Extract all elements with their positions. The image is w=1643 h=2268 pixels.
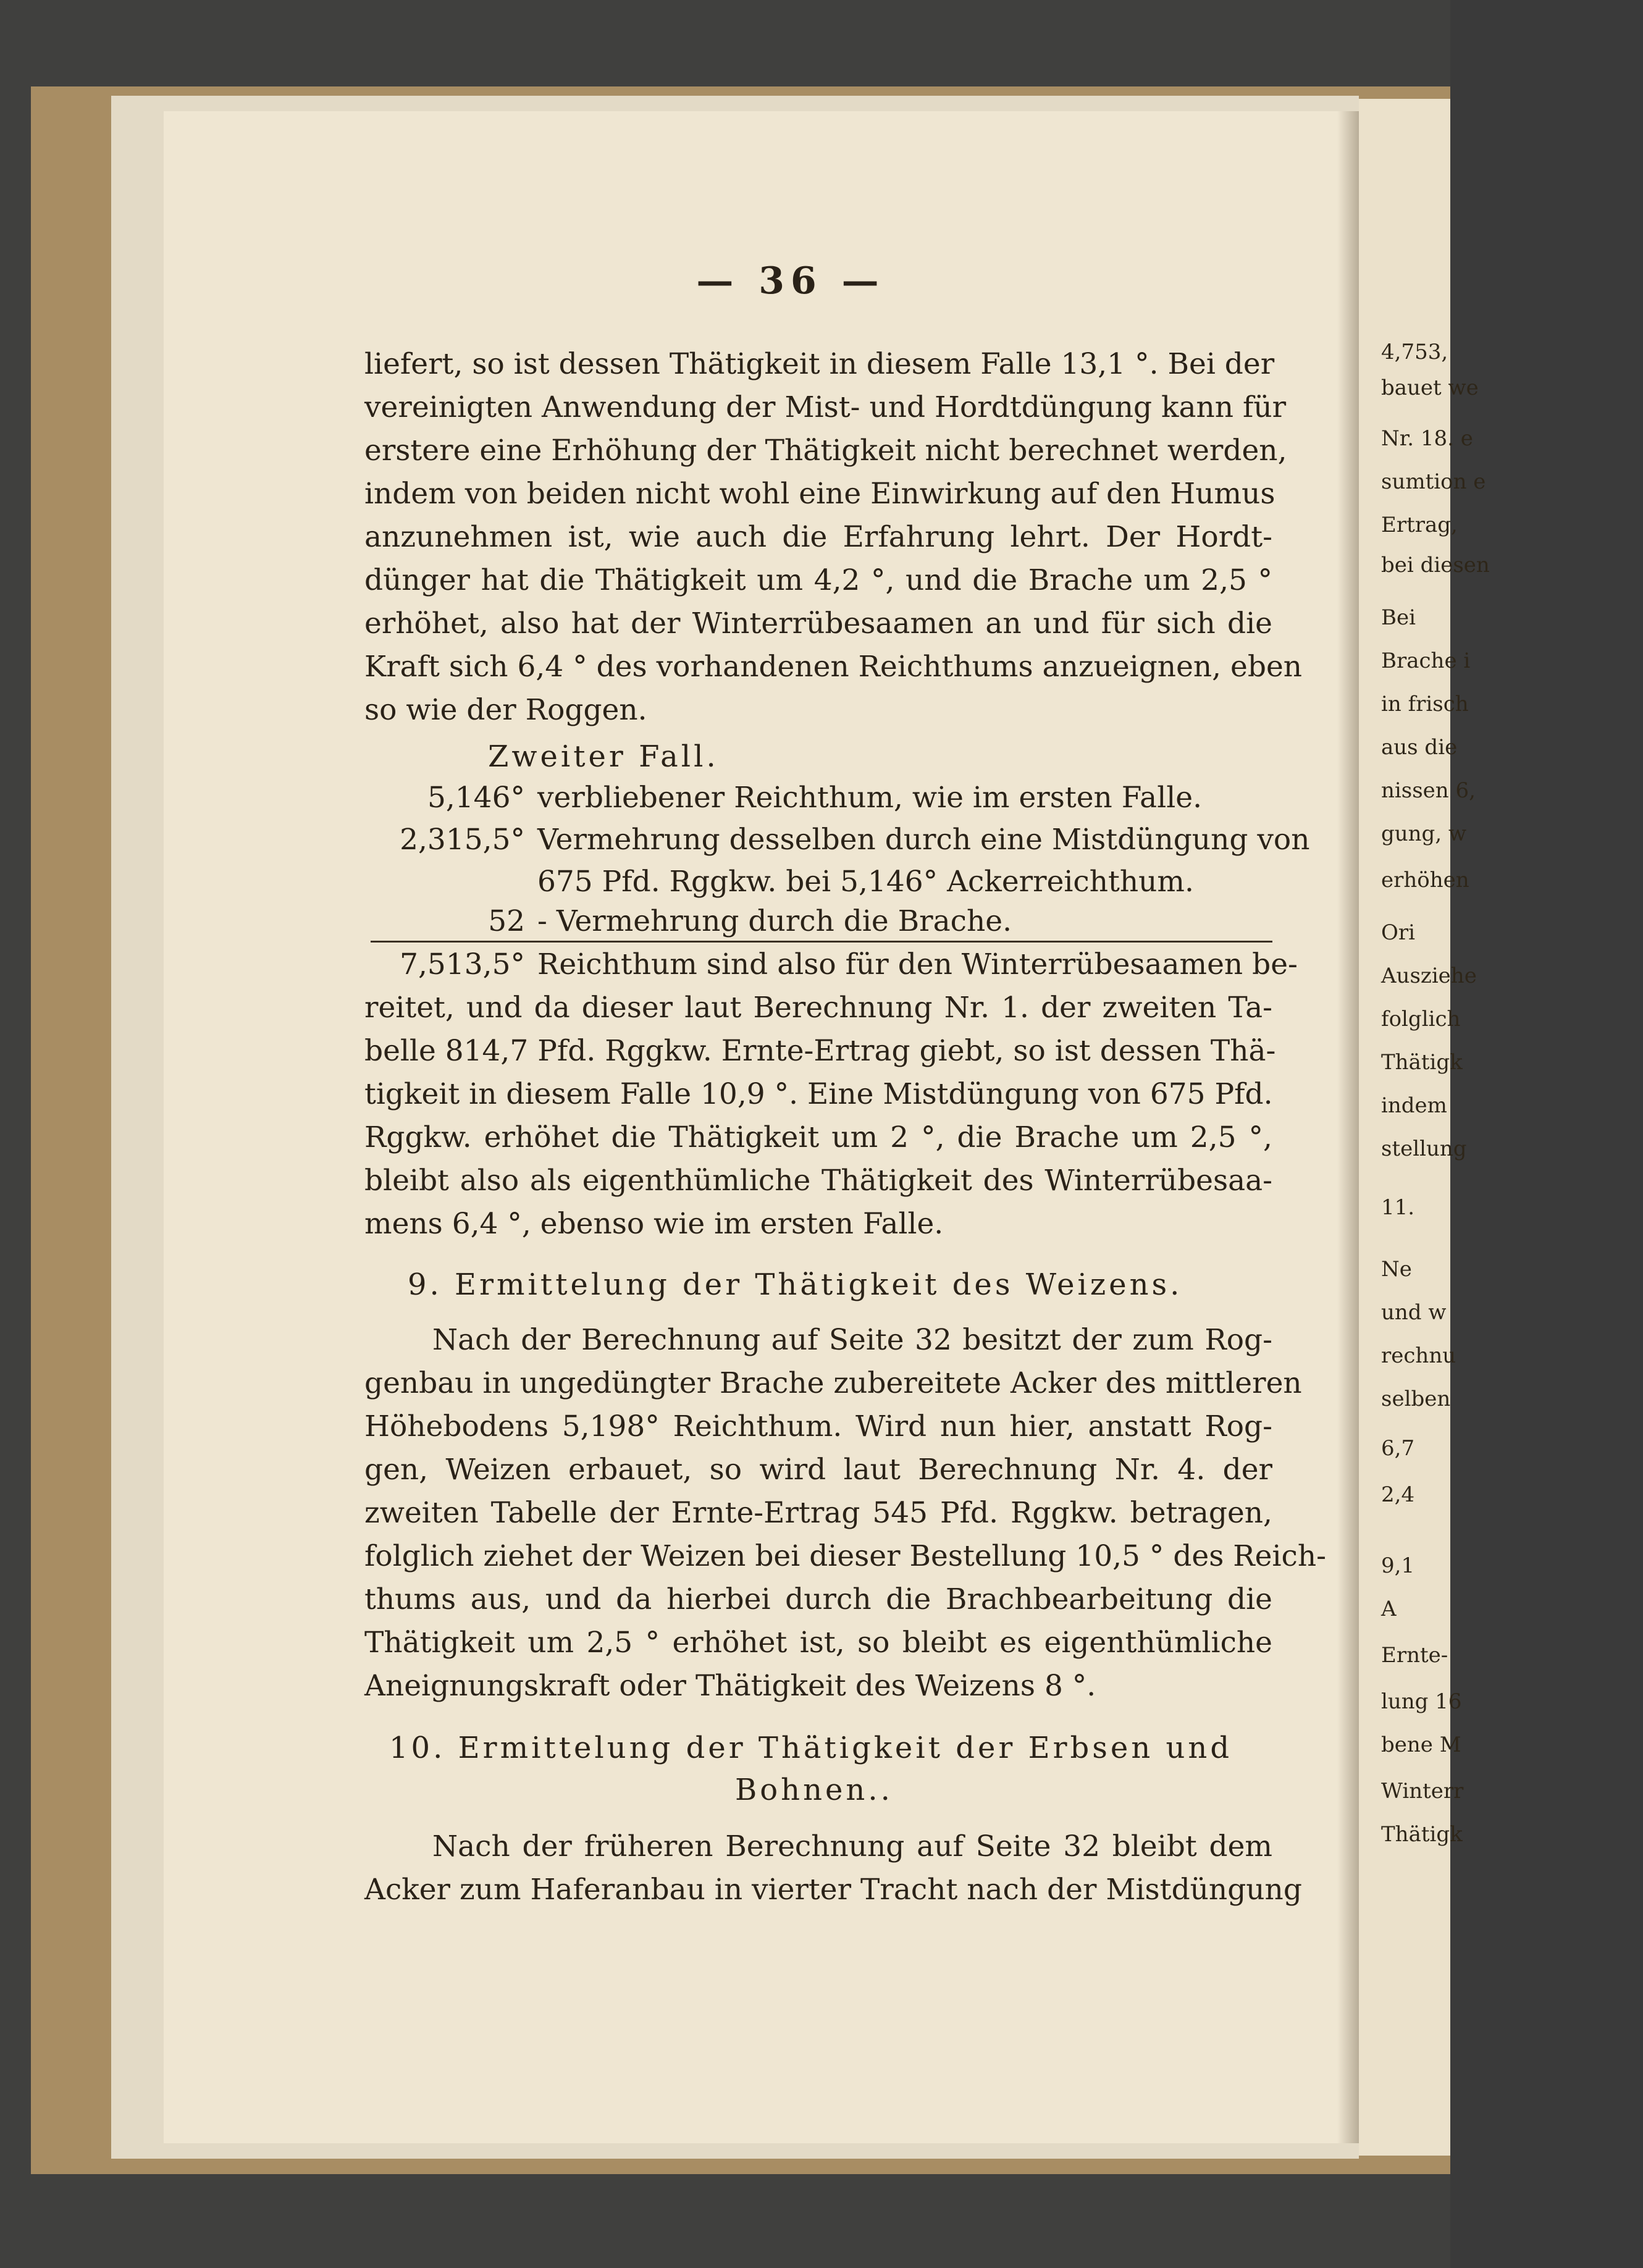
next-page-fragment: selben — [1381, 1387, 1451, 1411]
calc-text: Reichthum sind also für den Winterrübesaamen be- — [537, 947, 1298, 981]
sum-rule — [371, 941, 1272, 943]
calc-value: 7,513,5° — [400, 947, 525, 981]
next-page-fragment: Bei — [1381, 605, 1416, 630]
next-page-fragment: Winterr — [1381, 1779, 1464, 1804]
text-line: dünger hat die Thätigkeit um 4,2 °, und die Brache um 2,5 ° — [364, 563, 1272, 597]
text-line: zweiten Tabelle der Ernte-Ertrag 545 Pfd. Rggkw. betragen, — [364, 1496, 1272, 1530]
section-heading: 9. Ermittelung der Thätigkeit des Weizens. — [408, 1267, 1183, 1302]
calc-text: - Vermehrung durch die Brache. — [537, 904, 1012, 938]
next-page-fragment: und w — [1381, 1300, 1447, 1325]
text-line: erstere eine Erhöhung der Thätigkeit nicht berechnet werden, — [364, 434, 1287, 468]
next-page-fragment: sumtion e — [1381, 469, 1486, 494]
text-line: indem von beiden nicht wohl eine Einwirkung auf den Humus — [364, 477, 1275, 511]
next-page-fragment: erhöhen — [1381, 868, 1469, 892]
text-line: liefert, so ist dessen Thätigkeit in diesem Falle 13,1 °. Bei der — [364, 347, 1275, 381]
next-page-fragment: 11. — [1381, 1195, 1415, 1220]
text-line: Höhebodens 5,198° Reichthum. Wird nun hier, anstatt Rog- — [364, 1409, 1272, 1443]
text-line: genbau in ungedüngter Brache zubereitete Acker des mittleren — [364, 1366, 1302, 1400]
calc-value: 52 — [488, 904, 525, 938]
next-page-fragment: A — [1381, 1597, 1397, 1621]
next-page-fragment: gung, w — [1381, 821, 1467, 846]
next-page-fragment: lung 16 — [1381, 1689, 1462, 1714]
page-number: — 36 — — [696, 259, 885, 303]
calc-text: verbliebener Reichthum, wie im ersten Falle. — [537, 781, 1203, 815]
text-line: tigkeit in diesem Falle 10,9 °. Eine Mistdüngung von 675 Pfd. — [364, 1077, 1273, 1111]
section-heading-continuation: Bohnen.. — [735, 1773, 893, 1807]
next-page-fragment: Thätigk — [1381, 1050, 1463, 1075]
text-line: vereinigten Anwendung der Mist- und Hordtdüngung kann für — [364, 390, 1287, 424]
text-line: Nach der früheren Berechnung auf Seite 32 bleibt dem — [432, 1829, 1272, 1863]
next-page-fragment: 4,753, — [1381, 340, 1448, 364]
next-page-fragment: stellung — [1381, 1136, 1467, 1161]
text-line: erhöhet, also hat der Winterrübesaamen an und für sich die — [364, 607, 1272, 640]
text-line: anzunehmen ist, wie auch die Erfahrung lehrt. Der Hordt- — [364, 520, 1272, 554]
text-line: bleibt also als eigenthümliche Thätigkeit des Winterrübesaa- — [364, 1164, 1272, 1198]
text-line: so wie der Roggen. — [364, 693, 647, 727]
next-page-fragment: folglich — [1381, 1007, 1461, 1031]
calc-text: Vermehrung desselben durch eine Mistdüngung von — [537, 823, 1310, 857]
next-page-fragment: 2,4 — [1381, 1482, 1415, 1507]
next-page-fragment: Ernte- — [1381, 1643, 1448, 1668]
next-page-fragment: Thätigk — [1381, 1822, 1463, 1847]
next-page-fragment: bauet we — [1381, 376, 1479, 400]
page-gutter-shadow — [1337, 111, 1359, 2143]
calc-value: 5,146° — [427, 781, 525, 815]
next-page-fragment: Ausziehe — [1381, 964, 1477, 988]
next-page-fragment: Ertrag, — [1381, 513, 1458, 537]
text-line: Acker zum Haferanbau in vierter Tracht nach der Mistdüngung — [364, 1873, 1302, 1907]
section-heading: 10. Ermittelung der Thätigkeit der Erbsen und — [389, 1731, 1233, 1765]
next-page-fragment: Ori — [1381, 920, 1416, 945]
next-page-fragment: indem — [1381, 1093, 1447, 1118]
text-line: Aneignungskraft oder Thätigkeit des Weizens 8 °. — [364, 1669, 1096, 1703]
next-page-fragment: rechnu — [1381, 1343, 1456, 1368]
next-page-fragment: 9,1 — [1381, 1553, 1415, 1578]
next-page-fragment: in frisch — [1381, 692, 1469, 716]
next-page-fragment: nissen 6, — [1381, 778, 1476, 803]
next-page-fragment: bei diesen — [1381, 553, 1490, 578]
text-line: mens 6,4 °, ebenso wie im ersten Falle. — [364, 1207, 944, 1241]
text-line: gen, Weizen erbauet, so wird laut Berechnung Nr. 4. der — [364, 1453, 1272, 1487]
next-page-fragment: aus die — [1381, 735, 1458, 760]
adjacent-page-strip — [1359, 99, 1490, 2156]
text-line: reitet, und da dieser laut Berechnung Nr. 1. der zweiten Ta- — [364, 991, 1272, 1025]
next-page-fragment: Nr. 18. e — [1381, 426, 1473, 451]
text-line: thums aus, und da hierbei durch die Brachbearbeitung die — [364, 1582, 1272, 1616]
calc-value: 2,315,5° — [400, 823, 525, 857]
next-page-fragment: Brache i — [1381, 649, 1471, 673]
text-line: Rggkw. erhöhet die Thätigkeit um 2 °, die Brache um 2,5 °, — [364, 1120, 1272, 1154]
text-line: folglich ziehet der Weizen bei dieser Bestellung 10,5 ° des Reich- — [364, 1539, 1326, 1573]
text-line: Thätigkeit um 2,5 ° erhöhet ist, so bleibt es eigenthümliche — [364, 1626, 1272, 1660]
text-line: Nach der Berechnung auf Seite 32 besitzt der zum Rog- — [432, 1323, 1272, 1357]
next-page-fragment: bene M — [1381, 1732, 1461, 1757]
text-line: belle 814,7 Pfd. Rggkw. Ernte-Ertrag giebt, so ist dessen Thä- — [364, 1034, 1276, 1068]
next-page-fragment: Ne — [1381, 1257, 1412, 1282]
case-heading: Zweiter Fall. — [488, 739, 719, 774]
calc-text: 675 Pfd. Rggkw. bei 5,146° Ackerreichthum. — [537, 865, 1194, 899]
text-line: Kraft sich 6,4 ° des vorhandenen Reichthums anzueignen, eben — [364, 650, 1303, 684]
next-page-fragment: 6,7 — [1381, 1436, 1415, 1461]
